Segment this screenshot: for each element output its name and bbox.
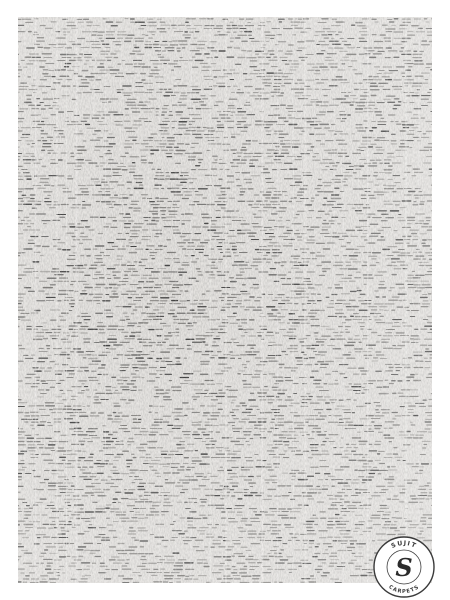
logo-monogram: S: [395, 553, 413, 582]
rug-texture: [18, 17, 432, 583]
brand-seal-logo: [372, 535, 436, 599]
rug-image: [18, 17, 432, 583]
logo-text-bottom: CARPETS: [387, 584, 421, 596]
logo-text-top: SUJIT: [390, 539, 418, 550]
